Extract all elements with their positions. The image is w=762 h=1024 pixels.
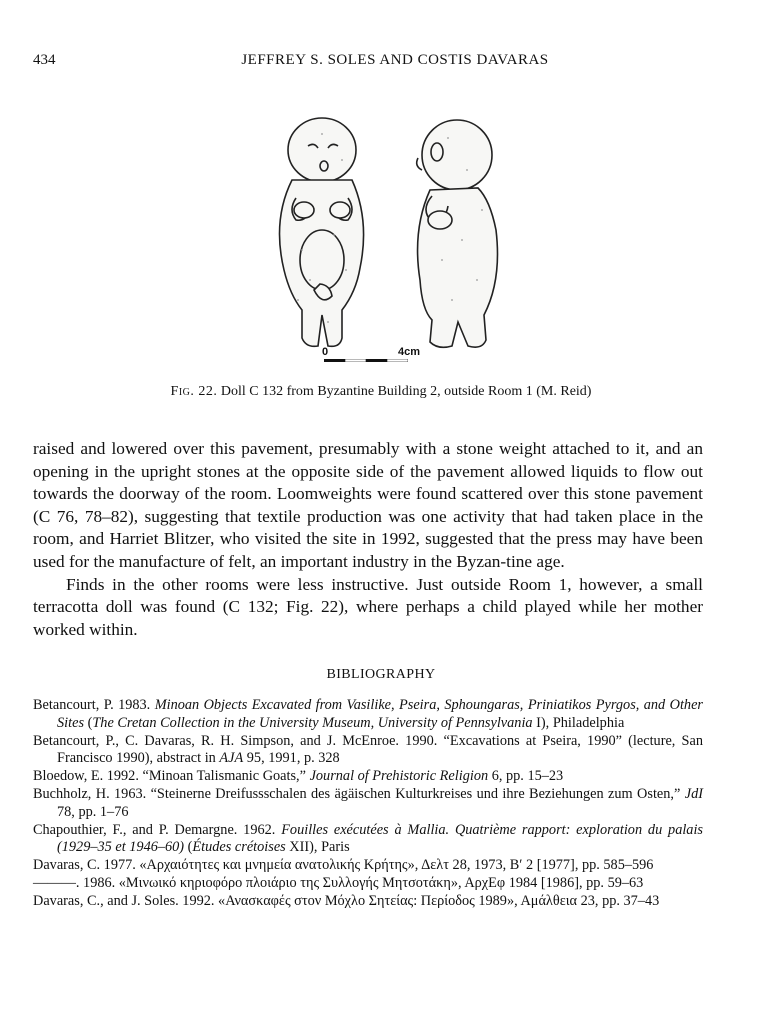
figure-label: Fig. 22. [170,384,218,399]
paragraph: raised and lowered over this pavement, presumably with a stone weight attached to it, and an opening in the upright stones at the opposite side of the pavement allowed liquids to flow out towards the doorway of the room. Loomweights were found scattered over this stone pavement (C 76, 78–82), suggesting that textile production was one activity that had taken place in the room, and Harriet Blitzer, who visited the site in 1992, suggested that the press may have been used for the manufacture of felt, an important industry in the Byzan-tine age. [33,439,703,571]
bibliography-heading: BIBLIOGRAPHY [326,667,436,682]
bib-entry: Chapouthier, F., and P. Demargne. 1962. Fouilles exécutées à Mallia. Quatrième rapport: exploration du palais (1929–35 et 1946–60) (Études crétoises XII), Paris [33,821,703,856]
figure-caption [0,384,762,400]
bib-entry: ———. 1986. «Μινωικό κηριοφόρο πλοιάριο της Συλλογής Μητσοτάκη», ΑρχΕφ 1984 [1986], pp. 59–63 [33,874,644,891]
bib-entry: Davaras, C. 1977. «Αρχαιότητες και μνημεία ανατολικής Κρήτης», Δελτ 28, 1973, Β′ 2 [1977], pp. 585–596 [33,857,654,874]
paragraph: Finds in the other rooms were less instructive. Just outside Room 1, however, a small terracotta doll was found (C 132; Fig. 22), where perhaps a child played while her mother worked within. [33,574,703,639]
doll-drawing [262,110,522,360]
scale-line [324,359,408,362]
running-head: JEFFREY S. SOLES AND COSTIS DAVARAS [241,52,549,68]
figure-caption-text: Doll C 132 from Byzantine Building 2, outside Room 1 (M. Reid) [220,384,592,399]
bibliography-list [33,697,703,911]
scale-zero-label: 0 [322,346,329,358]
page-number: 434 [33,52,56,68]
bib-entry: Betancourt, P., C. Davaras, R. H. Simpson, and J. McEnroe. 1990. “Excavations at Pseira, 1990” (lecture, San Francisco 1990), abstract in AJA 95, 1991, p. 328 [33,732,703,767]
bib-entry: Betancourt, P. 1983. Minoan Objects Excavated from Vasilike, Pseira, Sphoungaras, Priniatikos Pyrgos, and Other Sites (The Cretan Collection in the University Museum, University of Pennsylvania I), Philadelphia [33,697,703,731]
bib-entry: Davaras, C., and J. Soles. 1992. «Ανασκαφές στον Μόχλο Σητείας: Περίοδος 1989», Αμάλθεια 23, pp. 37–43 [33,892,660,909]
scale-bar [318,346,448,368]
scale-length-label: 4cm [398,346,421,358]
bib-entry: Buchholz, H. 1963. “Steinerne Dreifussschalen des ägäischen Kulturkreises und ihre Beziehungen zum Osten,” JdI 78, pp. 1–76 [33,785,703,820]
bib-entry: Bloedow, E. 1992. “Minoan Talismanic Goats,” Journal of Prehistoric Religion 6, pp. 15–23 [33,768,564,785]
body-text [33,438,703,641]
